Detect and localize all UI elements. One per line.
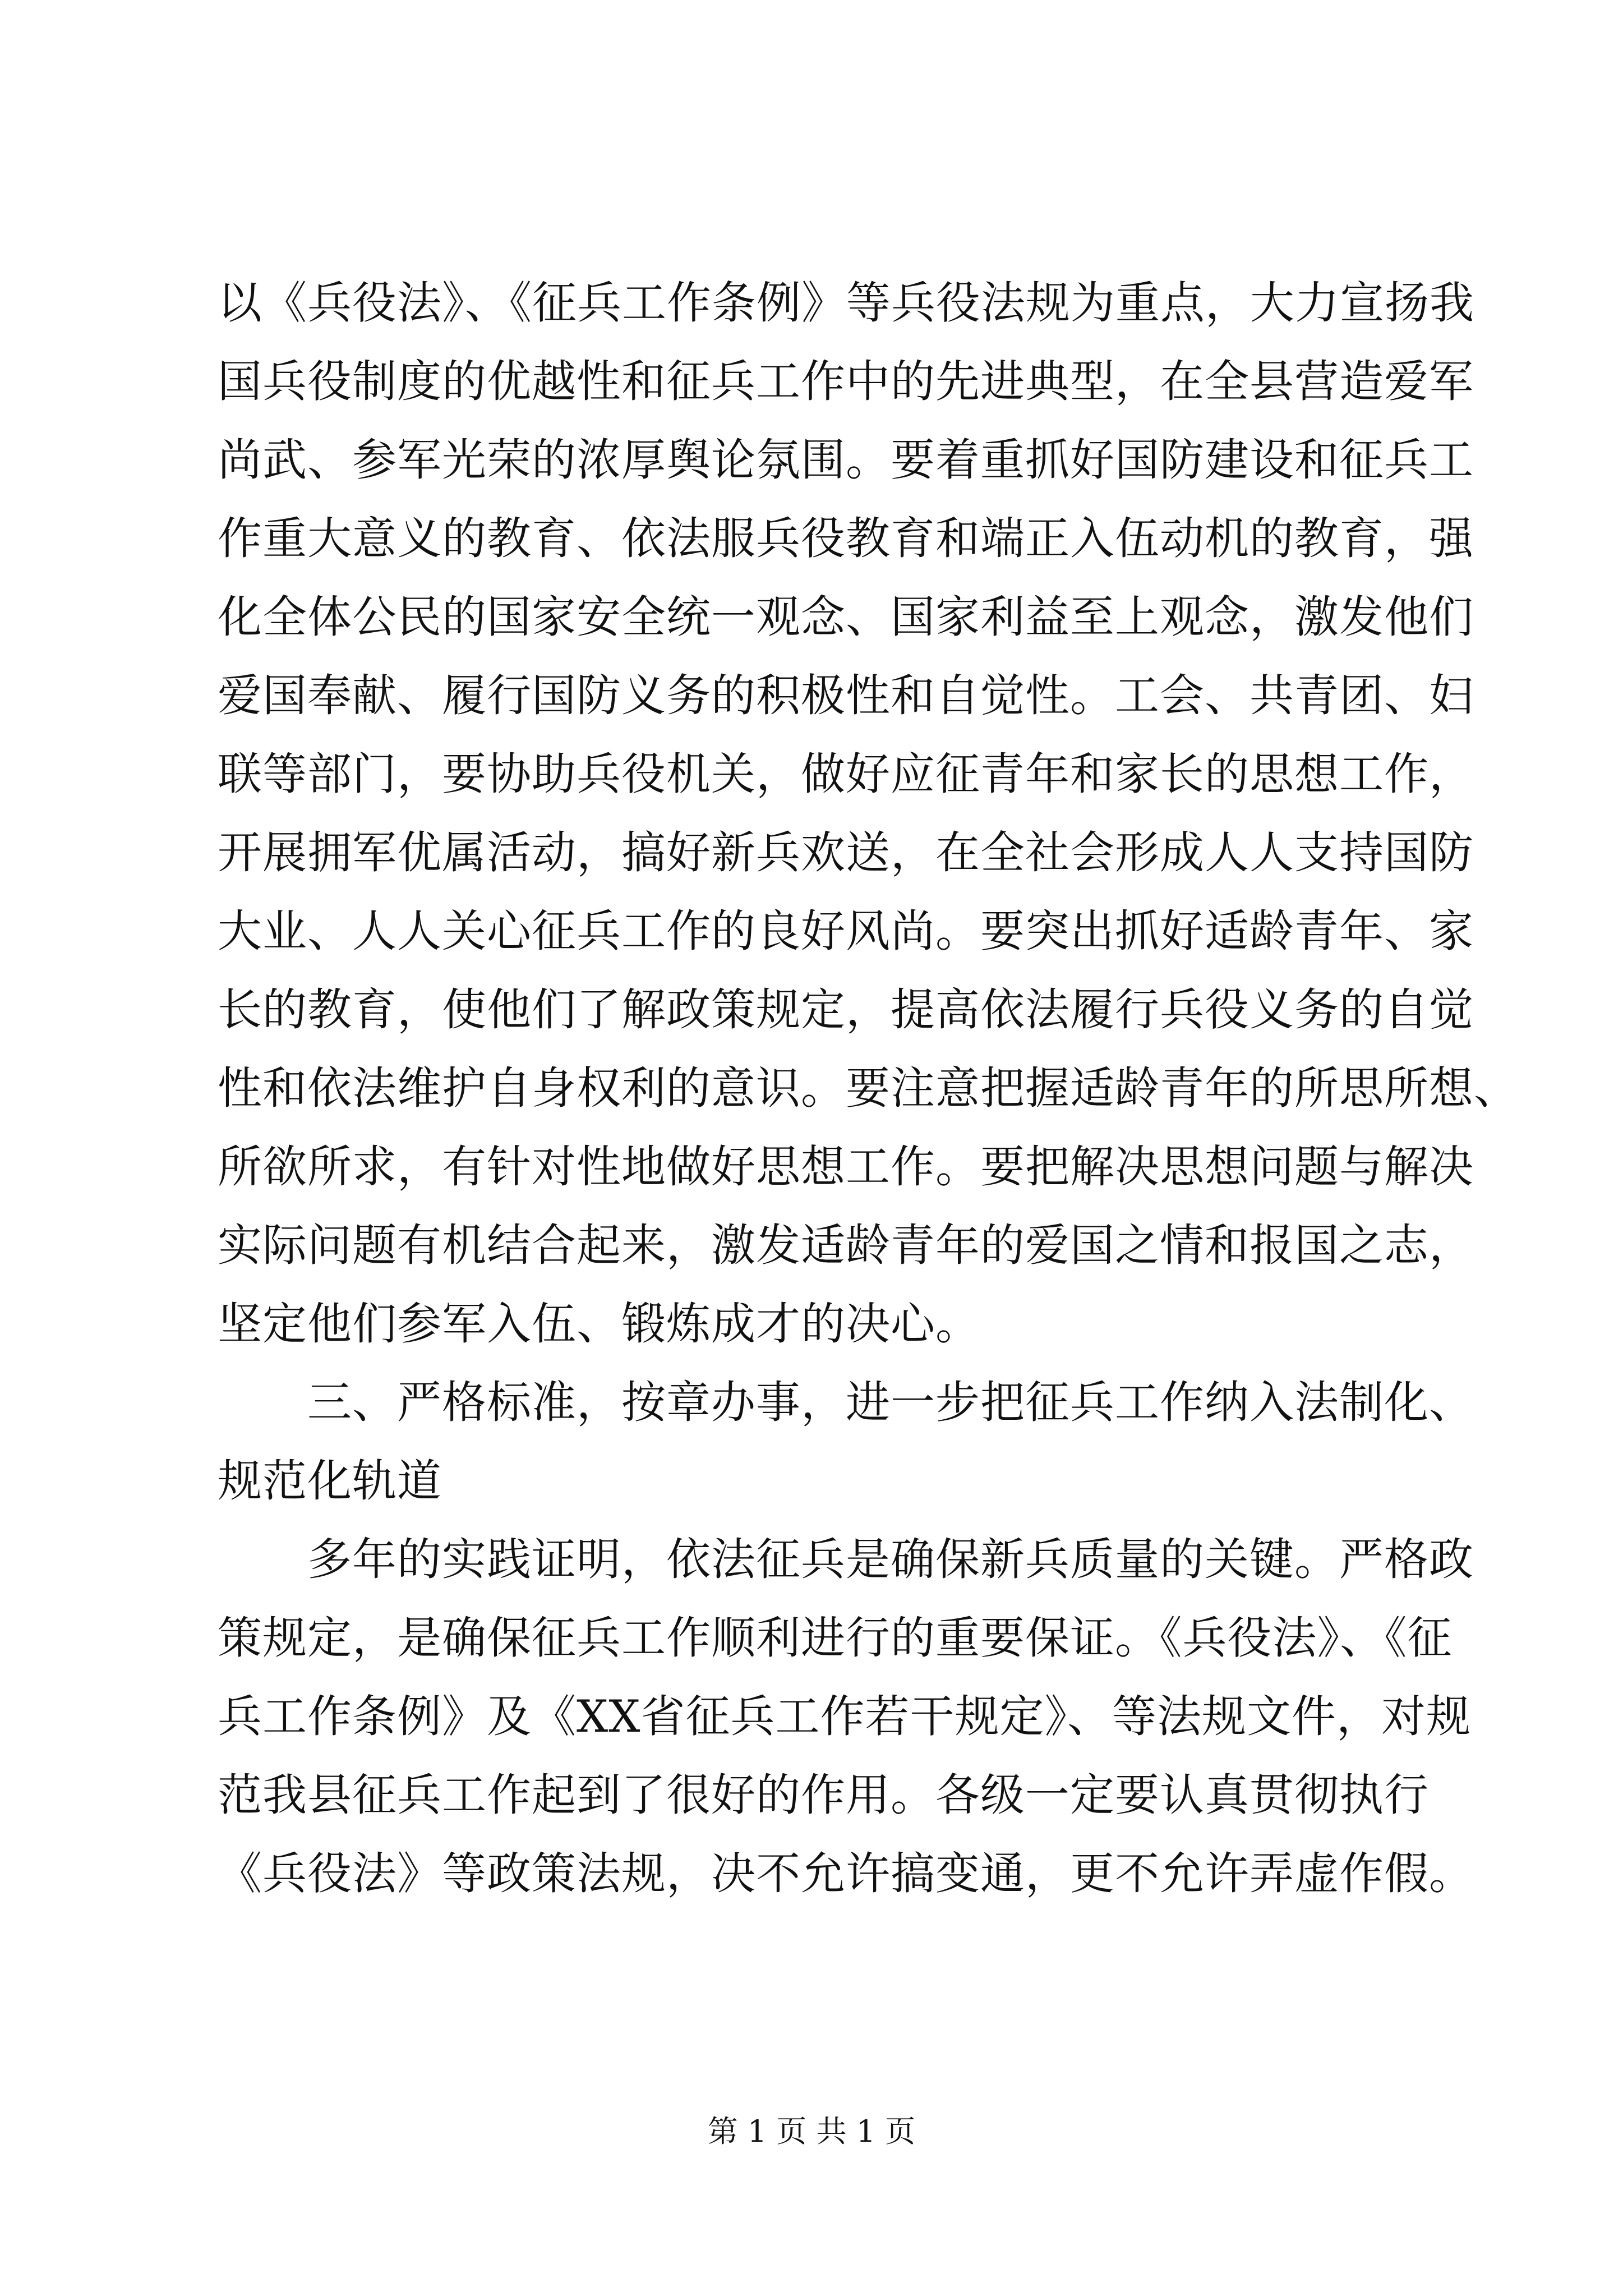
text-line: 长的教育，使他们了解政策规定，提高依法履行兵役义务的自觉 (218, 984, 1474, 1036)
text-line: 《兵役法》等政策法规，决不允许搞变通，更不允许弄虚作假。 (218, 1848, 1474, 1899)
text-line: 多年的实践证明，依法征兵是确保新兵质量的关键。严格政 (218, 1534, 1474, 1585)
page-number: 第 1 页 共 1 页 (707, 2114, 916, 2149)
section-heading-line: 规范化轨道 (218, 1455, 442, 1507)
text-line: 以《兵役法》、《征兵工作条例》等兵役法规为重点，大力宣扬我 (218, 277, 1474, 329)
text-line: 开展拥军优属活动，搞好新兵欢送，在全社会形成人人支持国防 (218, 827, 1474, 878)
text-line: 实际问题有机结合起来，激发适龄青年的爱国之情和报国之志， (218, 1220, 1474, 1271)
text-line: 尚武、参军光荣的浓厚舆论氛围。要着重抓好国防建设和征兵工 (218, 434, 1474, 486)
text-line: 坚定他们参军入伍、锻炼成才的决心。 (218, 1298, 980, 1350)
text-line: 化全体公民的国家安全统一观念、国家利益至上观念，激发他们 (218, 591, 1474, 643)
section-heading-line: 三、严格标准，按章办事，进一步把征兵工作纳入法制化、 (218, 1377, 1474, 1428)
text-line: 性和依法维护自身权利的意识。要注意把握适龄青年的所思所想、 (218, 1062, 1519, 1114)
text-line: 大业、人人关心征兵工作的良好风尚。要突出抓好适龄青年、家 (218, 905, 1474, 957)
text-line: 作重大意义的教育、依法服兵役教育和端正入伍动机的教育，强 (218, 513, 1474, 564)
text-line: 范我县征兵工作起到了很好的作用。各级一定要认真贯彻执行 (218, 1769, 1429, 1821)
text-line: 爱国奉献、履行国防义务的积极性和自觉性。工会、共青团、妇 (218, 670, 1474, 721)
text-line: 兵工作条例》及《XX省征兵工作若干规定》、等法规文件，对规 (218, 1691, 1471, 1742)
text-line: 所欲所求，有针对性地做好思想工作。要把解决思想问题与解决 (218, 1141, 1474, 1193)
text-line: 国兵役制度的优越性和征兵工作中的先进典型，在全县营造爱军 (218, 356, 1474, 407)
text-line: 联等部门，要协助兵役机关，做好应征青年和家长的思想工作， (218, 748, 1474, 800)
text-line: 策规定，是确保征兵工作顺利进行的重要保证。《兵役法》、《征 (218, 1612, 1453, 1664)
